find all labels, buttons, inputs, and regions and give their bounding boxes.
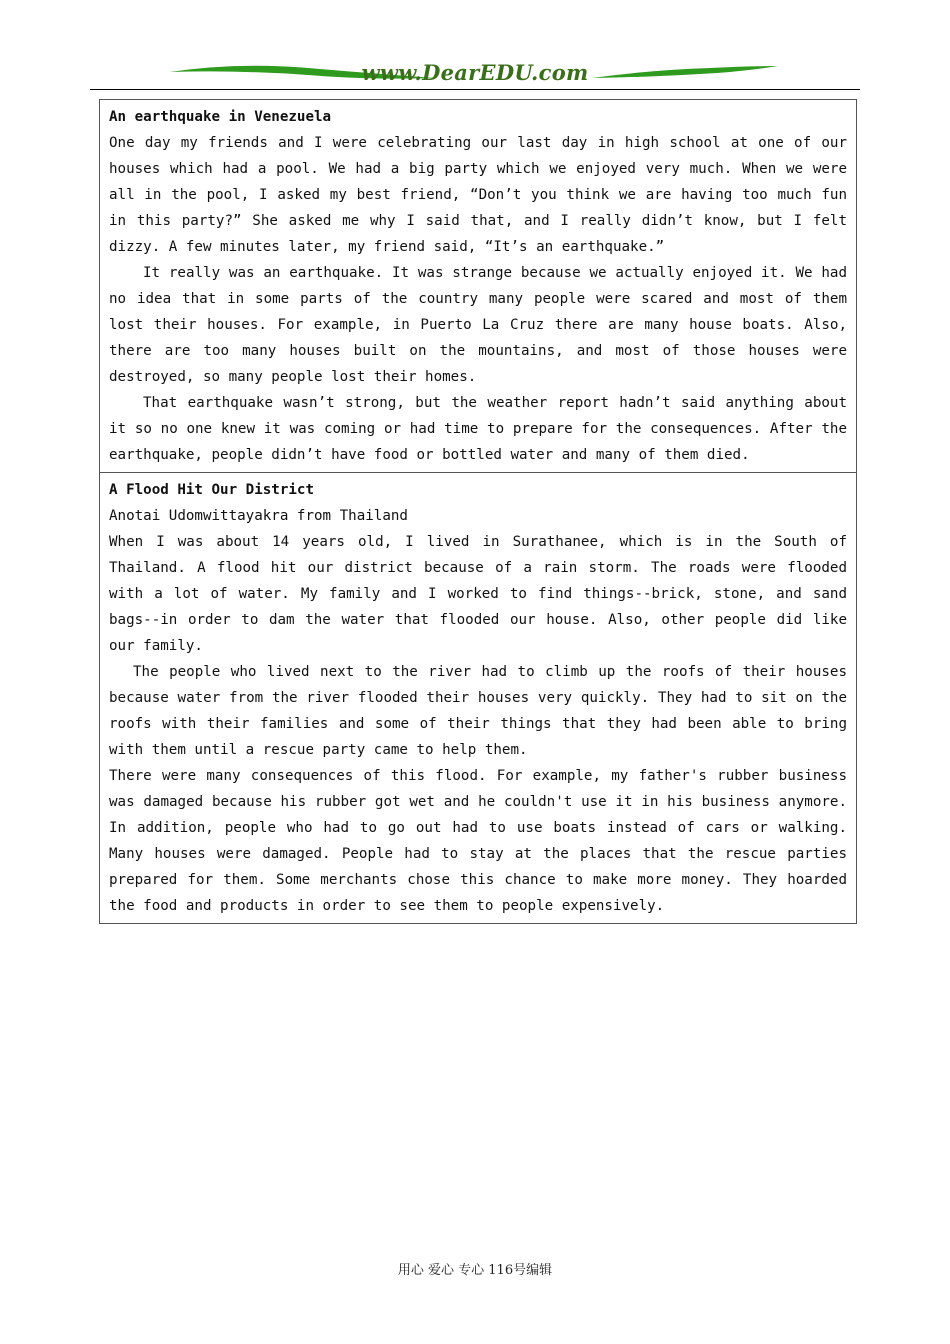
site-logo: www.DearEDU.com — [361, 60, 589, 85]
earthquake-section — [100, 100, 857, 473]
table-row — [100, 100, 857, 473]
right-swoosh-decoration — [590, 58, 780, 84]
page-header — [90, 58, 860, 90]
paragraph: The people who lived next to the river had to climb up the roofs of their houses because water from the river flooded their houses very quickly. They had to sit on the roofs with their families and some of their things that they had been able to bring with them until a rescue party came to help them. — [109, 664, 847, 758]
paragraph: There were many consequences of this flood. For example, my father's rubber business was damaged because his rubber got wet and he couldn't use it in his business anymore. In addition, people who had to go out had to use boats instead of cars or walking. Many houses were damaged. People had to stay at the places that the rescue parties prepared for them. Some merchants chose this chance to make more money. They hoarded the food and products in order to see them to people expensively. — [109, 768, 847, 914]
table-row — [100, 473, 857, 924]
section-title: A Flood Hit Our District — [109, 482, 314, 498]
content-table — [99, 99, 857, 924]
header-rule — [90, 89, 860, 90]
paragraph: That earthquake wasn’t strong, but the weather report hadn’t said anything about it so no one knew it was coming or had time to prepare for the consequences. After the earthquake, people didn’t have food or bottled water and many of them died. — [109, 395, 847, 463]
flood-section — [100, 473, 857, 924]
page-footer: 用心 爱心 专心 116号编辑 — [397, 1263, 553, 1278]
paragraph: When I was about 14 years old, I lived in Surathanee, which is in the South of Thailand. A flood hit our district because of a rain storm. The roads were flooded with a lot of water. My family and I worked to find things--brick, stone, and sand bags--in order to dam the water that flooded our house. Also, other people did like our family. — [109, 534, 847, 654]
paragraph: It really was an earthquake. It was strange because we actually enjoyed it. We had no idea that in some parts of the country many people were scared and most of them lost their houses. For example, in Puerto La Cruz there are many house boats. Also, there are too many houses built on the mountains, and most of those houses were destroyed, so many people lost their homes. — [109, 265, 847, 385]
byline: Anotai Udomwittayakra from Thailand — [109, 508, 408, 524]
paragraph: One day my friends and I were celebrating our last day in high school at one of our houses which had a pool. We had a big party which we enjoyed very much. When we were all in the pool, I asked my best friend, “Don’t you think we are having too much fun in this party?” She asked me why I said that, and I really didn’t know, but I felt dizzy. A few minutes later, my friend said, “It’s an earthquake.” — [109, 135, 847, 255]
section-title: An earthquake in Venezuela — [109, 109, 332, 125]
